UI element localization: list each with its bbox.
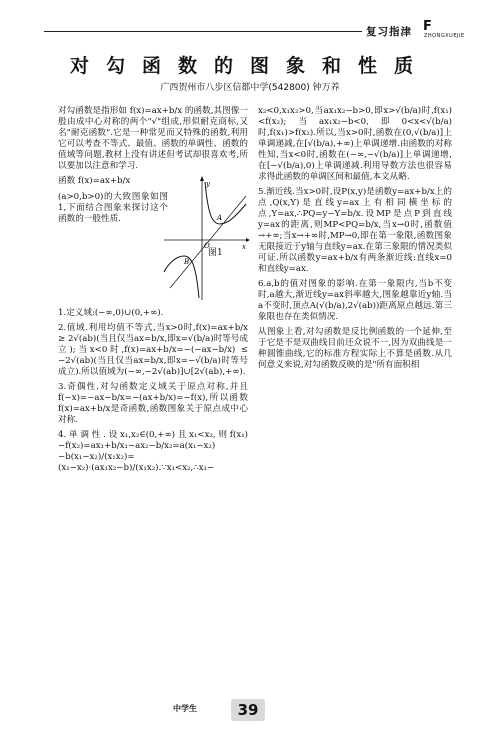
left-column — [58, 106, 248, 478]
origin-label: O — [204, 242, 210, 250]
y-axis-arrow-icon — [200, 176, 204, 181]
section-title: 复习指津 — [366, 26, 412, 38]
figure-caption: 图1 — [208, 248, 223, 258]
monotonicity-continued: x₂<0,x₁x₂>0,当ax₁x₂−b>0,即x>√(b/a)时,f(x₁)<f(x₂);当ax₁x₂−b<0,即0<x<√(b/a)时,f(x₁)>f(x₂).所以,当x>0时,函数在(0,√(b/a)]上单调递减,在[√(b/a),+∞)上单调递增.由函数的对称性知,当x<0时,函数在(−∞,−√(b/a)]上单调递增,在[−√(b/a),0)上单调递减.利用导数方法也很容易求得此函数的单调区间和最值,本文从略. — [258, 106, 452, 182]
right-column — [258, 106, 452, 375]
intro-paragraph: 对勾函数是指形如 f(x)=ax+b/x 的函数,其图像一般由成中心对称的两个"√"组成,形似耐克商标,又名"耐克函数".它是一种常见而又特殊的函数,利用它可以考查不等式、最值、函数的单调性、函数的值域等问题,教材上没有讲述但考试却很喜欢考,所以要加以注意和学习. — [58, 106, 248, 171]
property-monotonicity: 4.单调性.设x₁,x₂∈(0,+∞)且x₁<x₂,则f(x₁)−f(x₂)=ax₁+b/x₁−ax₂−b/x₂=a(x₁−x₂)−b(x₁−x₂)/(x₁x₂)=(x₁−x₂)·(ax₁x₂−b)/(x₁x₂).∵x₁<x₂,∴x₁− — [58, 430, 248, 473]
journal-logo: F — [423, 19, 432, 34]
closing-paragraph: 从图象上看,对勾函数是反比例函数的一个延伸,至于它是不是双曲线目前还众说不一,因为双曲线是一种圆锥曲线,它的标准方程实际上不算是函数.从几何意义来说,对勾函数反映的是"所有面积相 — [258, 327, 452, 370]
x-axis-arrow-icon — [246, 238, 250, 242]
property-domain: 1.定义域:(−∞,0)∪(0,+∞). — [58, 308, 164, 318]
footer-brand: 中学生 — [173, 704, 197, 713]
article-title: 对勾函数的图象和性质 — [69, 55, 430, 77]
function-graph-figure — [162, 176, 250, 304]
y-axis-label: y — [206, 180, 210, 188]
property-range: 2.值域.利用均值不等式,当x>0时,f(x)=ax+b/x ≥ 2√(ab)(当且仅当ax=b/x,即x=√(b/a)时等号成立);当x<0时,f(x)=ax+b/x=−(−ax−b/x) ≤ −2√(ab)(当且仅当ax=b/x,即x=−√(b/a)时等号成立).所以值域为(−∞,−2√(ab)]∪[2√(ab),+∞). — [58, 323, 248, 377]
figure-intro-line1: 函数 f(x)=ax+b/x — [58, 176, 131, 186]
figure-intro-line2: (a>0,b>0)的大致图象如图1,下面结合图象来探讨这个函数的一般性质. — [58, 192, 168, 224]
property-parameter-effect: 6.a,b的值对图象的影响.在第一象限内,当b不变时,a越大,渐近线y=ax斜率越大,图象越靠近y轴.当a不变时,顶点A(√(b/a),2√(ab))距离原点越远.第三象限也存在类似情况. — [258, 279, 452, 322]
curve-third-quadrant — [164, 256, 199, 298]
point-a-label: A — [217, 214, 223, 222]
journal-logo-pinyin: ZHONGXUEJIE — [424, 33, 465, 39]
property-asymptotes: 5.渐近线.当x>0时,设P(x,y)是函数y=ax+b/x上的点,Q(x,Y)是直线y=ax上有相同横坐标的点,Y=ax,∴PQ=y−Y=b/x.设MP是点P到直线y=ax的距离,则MP<PQ=b/x,当x→0时,函数值→+∞;当x→+∞时,MP→0,即在第一象限,函数图象无限接近于y轴与直线y=ax.在第三象限的情况类似可证.所以函数y=ax+b/x有两条渐近线:直线x=0和直线y=ax. — [258, 187, 452, 274]
point-b-label: B — [184, 258, 190, 266]
x-axis-label: x — [242, 243, 246, 251]
property-parity: 3.奇偶性.对勾函数定义域关于原点对称,并且f(−x)=−ax−b/x=−(ax+b/x)=−f(x),所以函数f(x)=ax+b/x是奇函数,函数图象关于原点成中心对称. — [58, 382, 248, 425]
header-rule — [44, 31, 362, 32]
figure-side-text — [58, 176, 168, 230]
figure-block — [58, 176, 248, 304]
article-byline: 广西贺州市八步区信都中学(542800) 钟万养 — [160, 83, 340, 93]
page-number: 39 — [231, 699, 265, 721]
